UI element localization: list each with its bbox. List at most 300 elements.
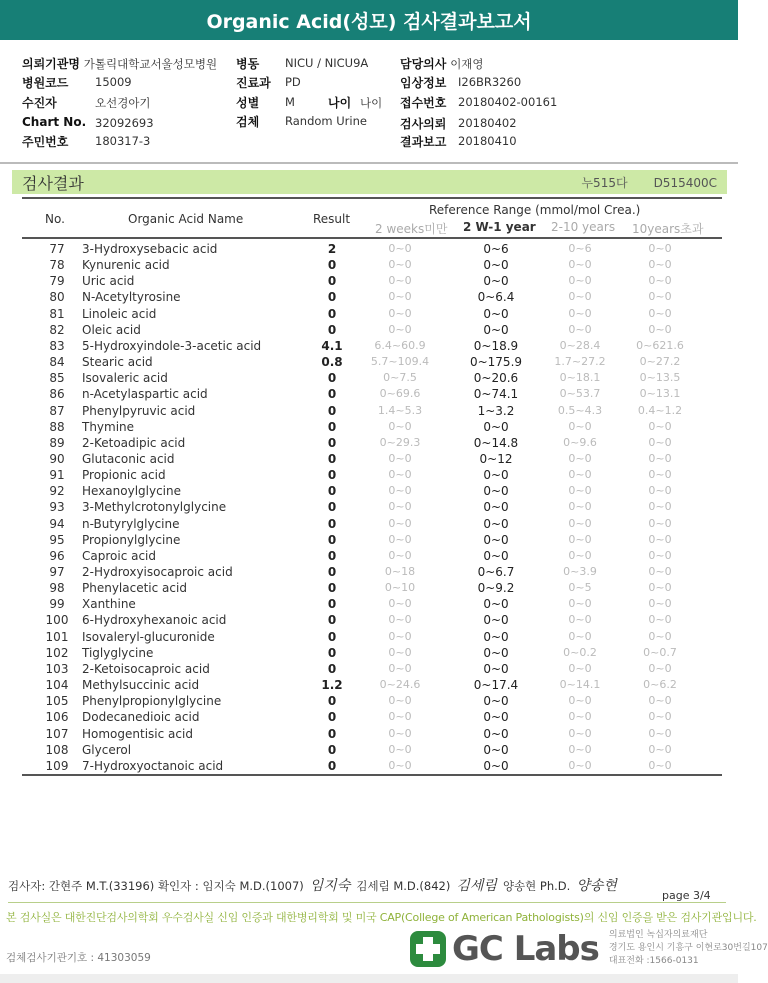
row-no: 104 <box>45 678 69 693</box>
table-row <box>0 404 738 420</box>
accreditation-note: 본 검사실은 대한진단검사의학회 우수검사실 신임 인증과 대한병리학회 및 미국 CAP(College of American Pathologists)의 신임 인증을 받은 검사기관입니다. <box>6 911 757 924</box>
ref-2-10years: 0~0 <box>568 419 592 433</box>
result-value: 2 <box>327 242 337 256</box>
header-result: Result <box>313 212 351 226</box>
acid-name: N-Acetyltyrosine <box>82 290 181 305</box>
info-institution <box>22 55 217 72</box>
result-value: 0 <box>327 516 337 531</box>
table-row <box>0 678 738 694</box>
info-ward <box>236 55 259 72</box>
acid-name: Oleic acid <box>82 322 141 337</box>
divider <box>0 162 738 164</box>
result-value: 0 <box>327 532 337 547</box>
acid-name: Thymine <box>82 419 135 434</box>
ref-2w-1year: 0~0 <box>483 500 509 515</box>
value: 이재영 <box>450 57 484 71</box>
ref-2weeks: 0~0 <box>388 629 412 643</box>
row-no: 83 <box>49 338 65 353</box>
section-code2: D515400C <box>653 175 717 190</box>
hospital-code-value: 15009 <box>95 75 132 89</box>
agency-code: 검체검사기관기호 : 41303059 <box>6 952 151 964</box>
clinical-value: I26BR3260 <box>458 75 522 89</box>
ref-2-10years: 0~5 <box>568 581 592 595</box>
ref-2weeks: 0~0 <box>388 758 412 772</box>
ref-2weeks: 0~0 <box>388 500 412 514</box>
result-value: 1.2 <box>321 678 343 693</box>
cross-icon <box>410 931 446 967</box>
address: 경기도 용인시 기흥구 이현로30번길107 <box>608 943 768 953</box>
ref-10years-plus: 0~6.2 <box>643 678 677 692</box>
row-no: 108 <box>45 742 69 757</box>
ref-2-10years: 0~0 <box>568 548 592 562</box>
result-value: 0 <box>327 758 337 773</box>
id-label: 주민번호 <box>22 135 69 149</box>
ref-2-10years: 1.7~27.2 <box>554 355 606 369</box>
row-no: 103 <box>45 661 69 676</box>
ref-2w-1year: 0~14.8 <box>473 435 519 450</box>
table-row <box>0 613 738 629</box>
table-row <box>0 339 738 355</box>
request-label: 검사의뢰 <box>400 117 447 131</box>
ref-2w-1year: 0~0 <box>483 548 509 563</box>
ref-10years-plus: 0~0 <box>648 435 672 449</box>
label: 의뢰기관명 <box>22 57 80 71</box>
section-code1: 누515다 <box>581 175 628 190</box>
patient-value: 오선경아기 <box>95 96 151 110</box>
ref-10years-plus: 0~0 <box>648 742 672 756</box>
header-no: No. <box>45 212 65 226</box>
acid-name: Stearic acid <box>82 355 153 370</box>
row-no: 94 <box>49 516 65 531</box>
ref-2-10years: 0~0 <box>568 290 592 304</box>
ref-10years-plus: 0~0 <box>648 710 672 724</box>
result-value: 0 <box>327 500 337 515</box>
row-no: 86 <box>49 387 65 402</box>
ref-2weeks: 0~24.6 <box>379 678 421 692</box>
ref-10years-plus: 0~0 <box>648 516 672 530</box>
row-no: 105 <box>45 694 69 709</box>
ref-2-10years: 0~0 <box>568 322 592 336</box>
ref-2w-1year: 0~0 <box>483 597 509 612</box>
table-row <box>0 662 738 678</box>
ref-2w-1year: 0~0 <box>483 306 509 321</box>
ref-10years-plus: 0~13.1 <box>639 387 681 401</box>
result-value: 0 <box>327 322 337 337</box>
acid-name: n-Butyrylglycine <box>82 516 180 531</box>
table-row <box>0 274 738 290</box>
ref-2w-1year: 0~175.9 <box>469 355 523 370</box>
ref-2w-1year: 0~6 <box>483 242 509 256</box>
header-r2: 2 W-1 year <box>463 220 536 234</box>
result-value: 0 <box>327 581 337 596</box>
ref-2-10years: 0~6 <box>568 242 592 255</box>
ref-2-10years: 0~0 <box>568 451 592 465</box>
result-value: 0 <box>327 597 337 612</box>
result-value: 0 <box>327 694 337 709</box>
age-value: 나이 <box>360 96 383 110</box>
table-row <box>0 500 738 516</box>
ref-2weeks: 0~0 <box>388 613 412 627</box>
ref-2-10years: 0~0 <box>568 710 592 724</box>
hospital-code-label: 병원코드 <box>22 76 69 90</box>
ref-2weeks: 0~0 <box>388 419 412 433</box>
ref-10years-plus: 0~0 <box>648 274 672 288</box>
table-row <box>0 727 738 743</box>
chart-label: Chart No. <box>22 115 87 129</box>
ref-10years-plus: 0~0 <box>648 306 672 320</box>
ref-10years-plus: 0~0 <box>648 597 672 611</box>
table-row <box>0 630 738 646</box>
table-row <box>0 387 738 403</box>
ref-2weeks: 0~0 <box>388 258 412 272</box>
acid-name: Dodecanedioic acid <box>82 710 200 725</box>
row-no: 91 <box>49 468 65 483</box>
header-r3: 2-10 years <box>551 220 616 234</box>
acid-name: Caproic acid <box>82 548 157 563</box>
ref-2w-1year: 0~0 <box>483 629 509 644</box>
table-row <box>0 710 738 726</box>
ref-10years-plus: 0~0 <box>648 565 672 578</box>
row-no: 85 <box>49 371 65 386</box>
ref-2w-1year: 0~0 <box>483 645 509 660</box>
row-no: 80 <box>49 290 65 305</box>
ref-2w-1year: 0~0 <box>483 726 509 741</box>
ref-2-10years: 0~0 <box>568 597 592 611</box>
row-no: 78 <box>49 258 65 273</box>
ref-10years-plus: 0~0 <box>648 532 672 546</box>
result-value: 0 <box>327 290 337 305</box>
ref-2-10years: 0~0 <box>568 629 592 643</box>
signature-1: 임지숙 <box>309 878 351 894</box>
ref-2w-1year: 0~0 <box>483 468 509 483</box>
row-no: 96 <box>49 548 65 563</box>
row-no: 93 <box>49 500 65 515</box>
acid-name: Glutaconic acid <box>82 451 175 466</box>
examiner-text: 검사자: 간현주 M.T.(33196) 확인자 : 임지숙 M.D.(1007) <box>8 879 304 893</box>
ref-2w-1year: 0~0 <box>483 710 509 725</box>
result-value: 4.1 <box>321 338 343 353</box>
org-name: 의료법인 녹십자의료재단 <box>608 930 708 940</box>
ref-2w-1year: 0~0 <box>483 274 509 289</box>
ref-2weeks: 0~29.3 <box>379 435 421 449</box>
result-value: 0 <box>327 645 337 660</box>
ref-2weeks: 0~0 <box>388 306 412 320</box>
row-no: 92 <box>49 484 65 499</box>
ref-2weeks: 0~0 <box>388 645 412 659</box>
phd-text: 양송현 Ph.D. <box>502 879 571 893</box>
ref-2weeks: 0~0 <box>388 597 412 611</box>
acid-name: Uric acid <box>82 274 135 289</box>
row-no: 99 <box>49 597 65 612</box>
acid-name: Propionic acid <box>82 468 166 483</box>
acid-name: Kynurenic acid <box>82 258 170 273</box>
result-value: 0 <box>327 565 337 579</box>
result-value: 0 <box>327 258 337 273</box>
result-value: 0 <box>327 742 337 757</box>
ref-2-10years: 0~0.2 <box>563 645 597 659</box>
ref-2weeks: 0~0 <box>388 726 412 740</box>
ref-2-10years: 0~0 <box>568 516 592 530</box>
ref-2w-1year: 0~0 <box>483 742 509 757</box>
result-value: 0.8 <box>321 355 343 370</box>
table-row <box>0 581 738 597</box>
ref-2weeks: 0~0 <box>388 322 412 336</box>
gc-labs-logo <box>410 929 768 968</box>
ref-2weeks: 0~0 <box>388 290 412 304</box>
table-row <box>0 436 738 452</box>
ref-2w-1year: 0~0 <box>483 516 509 531</box>
ref-10years-plus: 0~0 <box>648 629 672 643</box>
ref-2w-1year: 0~12 <box>479 451 513 466</box>
ref-10years-plus: 0~0 <box>648 290 672 304</box>
row-no: 77 <box>49 242 65 256</box>
ref-2weeks: 0~0 <box>388 274 412 288</box>
clinical-label: 임상정보 <box>400 76 447 90</box>
ref-10years-plus: 0~0 <box>648 484 672 498</box>
ward-value: NICU / NICU9A <box>285 56 369 70</box>
table-row <box>0 242 738 258</box>
acid-name: Phenylacetic acid <box>82 581 187 596</box>
section-header <box>12 170 727 194</box>
table-row <box>0 565 738 581</box>
ref-2weeks: 0~18 <box>384 565 416 578</box>
ref-2weeks: 0~0 <box>388 742 412 756</box>
table-row <box>0 484 738 500</box>
ref-10years-plus: 0~0 <box>648 726 672 740</box>
footer-divider <box>8 902 726 903</box>
dept-label: 진료과 <box>236 76 271 90</box>
acid-name: Methylsuccinic acid <box>82 678 200 693</box>
result-value: 0 <box>327 387 337 402</box>
receipt-value: 20180402-00161 <box>458 95 558 109</box>
ref-10years-plus: 0~0 <box>648 451 672 465</box>
table-row <box>0 646 738 662</box>
row-no: 98 <box>49 581 65 596</box>
table-row <box>0 355 738 371</box>
ref-2weeks: 0~0 <box>388 532 412 546</box>
acid-name: Linoleic acid <box>82 306 157 321</box>
table-row <box>0 323 738 339</box>
row-no: 89 <box>49 435 65 450</box>
signature-2: 김세림 <box>456 878 497 894</box>
acid-name: Homogentisic acid <box>82 726 193 741</box>
ref-2-10years: 0~0 <box>568 613 592 627</box>
result-value: 0 <box>327 451 337 466</box>
report-title: Organic Acid(성모) 검사결과보고서 <box>0 0 738 40</box>
ref-2-10years: 0~0 <box>568 694 592 708</box>
footer-band <box>0 974 738 983</box>
table-row <box>0 517 738 533</box>
row-no: 106 <box>45 710 69 725</box>
acid-name: Hexanoylglycine <box>82 484 182 499</box>
table-row <box>0 549 738 565</box>
row-no: 102 <box>45 645 69 660</box>
result-value: 0 <box>327 371 337 386</box>
row-no: 84 <box>49 355 65 370</box>
table-row <box>0 290 738 306</box>
ref-2w-1year: 0~0 <box>483 613 509 628</box>
row-no: 88 <box>49 419 65 434</box>
ref-2w-1year: 0~9.2 <box>477 581 515 596</box>
ref-2-10years: 0~0 <box>568 306 592 320</box>
ref-10years-plus: 0~0 <box>648 242 672 255</box>
row-no: 109 <box>45 758 69 773</box>
acid-name: Glycerol <box>82 742 132 757</box>
ref-2weeks: 0~0 <box>388 242 412 255</box>
acid-name: 3-Hydroxysebacic acid <box>82 242 218 256</box>
label: 병동 <box>236 57 260 71</box>
table-bottom-line <box>22 774 722 776</box>
ref-2-10years: 0~0 <box>568 468 592 482</box>
acid-name: 3-Methylcrotonylglycine <box>82 500 227 515</box>
ref-2-10years: 0~0 <box>568 500 592 514</box>
row-no: 90 <box>49 451 65 466</box>
acid-name: 2-Ketoisocaproic acid <box>82 661 210 676</box>
ref-2w-1year: 0~74.1 <box>473 387 519 402</box>
ref-2w-1year: 0~0 <box>483 532 509 547</box>
ref-10years-plus: 0~0 <box>648 548 672 562</box>
table-row <box>0 371 738 387</box>
header-line <box>22 237 722 239</box>
header-r4: 10years초과 <box>632 222 704 236</box>
ref-10years-plus: 0~0 <box>648 419 672 433</box>
result-value: 0 <box>327 306 337 321</box>
ref-2-10years: 0~0 <box>568 532 592 546</box>
ref-2w-1year: 0~0 <box>483 322 509 337</box>
ref-2-10years: 0~0 <box>568 661 592 675</box>
ref-10years-plus: 0~13.5 <box>639 371 681 385</box>
table-row <box>0 420 738 436</box>
ref-2-10years: 0~0 <box>568 484 592 498</box>
report-label: 결과보고 <box>400 135 447 149</box>
ref-2w-1year: 0~20.6 <box>473 371 519 386</box>
result-value: 0 <box>327 435 337 450</box>
label: 담당의사 <box>400 57 447 71</box>
acid-name: Isovaleric acid <box>82 371 168 386</box>
ref-2weeks: 0~0 <box>388 516 412 530</box>
ref-2w-1year: 0~0 <box>483 758 509 773</box>
page-number: page 3/4 <box>662 889 711 902</box>
ref-2w-1year: 0~6.4 <box>477 290 515 305</box>
acid-name: 2-Ketoadipic acid <box>82 435 186 450</box>
acid-name: Xanthine <box>82 597 136 612</box>
chart-value: 32092693 <box>95 116 154 130</box>
row-no: 101 <box>45 629 69 644</box>
age-label: 나이 <box>328 96 352 110</box>
ref-2w-1year: 0~18.9 <box>473 338 519 353</box>
row-no: 82 <box>49 322 65 337</box>
result-value: 0 <box>327 661 337 676</box>
report-value: 20180410 <box>458 134 517 148</box>
ref-2weeks: 0~0 <box>388 548 412 562</box>
table-row <box>0 533 738 549</box>
result-value: 0 <box>327 403 337 418</box>
ref-2-10years: 0~28.4 <box>559 338 601 352</box>
sex-label: 성별 <box>236 96 260 110</box>
result-value: 0 <box>327 726 337 741</box>
ref-10years-plus: 0~0 <box>648 694 672 708</box>
ref-2-10years: 0~53.7 <box>559 387 601 401</box>
result-value: 0 <box>327 710 337 725</box>
ref-10years-plus: 0~0 <box>648 258 672 272</box>
ref-10years-plus: 0~621.6 <box>636 338 684 352</box>
result-value: 0 <box>327 419 337 434</box>
ref-10years-plus: 0~0 <box>648 468 672 482</box>
ref-2-10years: 0~3.9 <box>563 565 597 578</box>
ref-2weeks: 0~0 <box>388 710 412 724</box>
ref-2-10years: 0~0 <box>568 274 592 288</box>
row-no: 87 <box>49 403 65 418</box>
row-no: 97 <box>49 565 65 579</box>
table-row <box>0 258 738 274</box>
signature-3: 양송현 <box>576 878 617 894</box>
signatures <box>8 875 623 895</box>
row-no: 79 <box>49 274 65 289</box>
ref-2weeks: 0~0 <box>388 468 412 482</box>
ref-2weeks: 0~69.6 <box>379 387 421 401</box>
ref-2w-1year: 0~0 <box>483 661 509 676</box>
ref-2weeks: 0~10 <box>384 581 416 595</box>
ref-2weeks: 0~0 <box>388 451 412 465</box>
ref-2w-1year: 0~0 <box>483 258 509 273</box>
info-doctor <box>400 55 484 72</box>
result-value: 0 <box>327 274 337 289</box>
ref-2weeks: 0~7.5 <box>383 371 417 385</box>
ref-2weeks: 5.7~109.4 <box>370 355 430 369</box>
ref-2-10years: 0~18.1 <box>559 371 601 385</box>
row-no: 81 <box>49 306 65 321</box>
md2-text: 김세림 M.D.(842) <box>356 879 451 893</box>
ref-10years-plus: 0~0.7 <box>643 645 677 659</box>
result-value: 0 <box>327 548 337 563</box>
ref-2-10years: 0~9.6 <box>563 435 597 449</box>
ref-10years-plus: 0~0 <box>648 581 672 595</box>
acid-name: Tiglyglycine <box>82 645 154 660</box>
result-value: 0 <box>327 484 337 499</box>
dept-value: PD <box>285 75 301 89</box>
value: 가톨릭대학교서울성모병원 <box>83 57 218 71</box>
ref-2w-1year: 0~0 <box>483 419 509 434</box>
row-no: 95 <box>49 532 65 547</box>
ref-2w-1year: 0~0 <box>483 484 509 499</box>
ref-2weeks: 1.4~5.3 <box>377 403 423 417</box>
acid-name: Phenylpyruvic acid <box>82 403 196 418</box>
ref-2w-1year: 0~0 <box>483 694 509 709</box>
acid-name: Phenylpropionylglycine <box>82 694 222 709</box>
specimen-value: Random Urine <box>285 114 367 128</box>
ref-2weeks: 0~0 <box>388 694 412 708</box>
header-ref-range: Reference Range (mmol/mol Crea.) <box>429 203 641 217</box>
id-value: 180317-3 <box>95 134 151 148</box>
request-value: 20180402 <box>458 116 517 130</box>
acid-name: 2-Hydroxyisocaproic acid <box>82 565 233 579</box>
acid-name: 6-Hydroxyhexanoic acid <box>82 613 227 628</box>
ref-2weeks: 6.4~60.9 <box>374 338 426 352</box>
ref-2w-1year: 0~6.7 <box>477 565 515 579</box>
ref-2w-1year: 0~17.4 <box>473 678 519 693</box>
ref-2-10years: 0~0 <box>568 758 592 772</box>
row-no: 107 <box>45 726 69 741</box>
patient-label: 수진자 <box>22 96 57 110</box>
specimen-label: 검체 <box>236 115 260 129</box>
ref-10years-plus: 0.4~1.2 <box>637 403 683 417</box>
ref-2weeks: 0~0 <box>388 484 412 498</box>
sex-value: M <box>285 95 295 109</box>
table-top-line <box>22 197 722 199</box>
ref-2-10years: 0.5~4.3 <box>557 403 603 417</box>
result-value: 0 <box>327 629 337 644</box>
ref-10years-plus: 0~0 <box>648 661 672 675</box>
